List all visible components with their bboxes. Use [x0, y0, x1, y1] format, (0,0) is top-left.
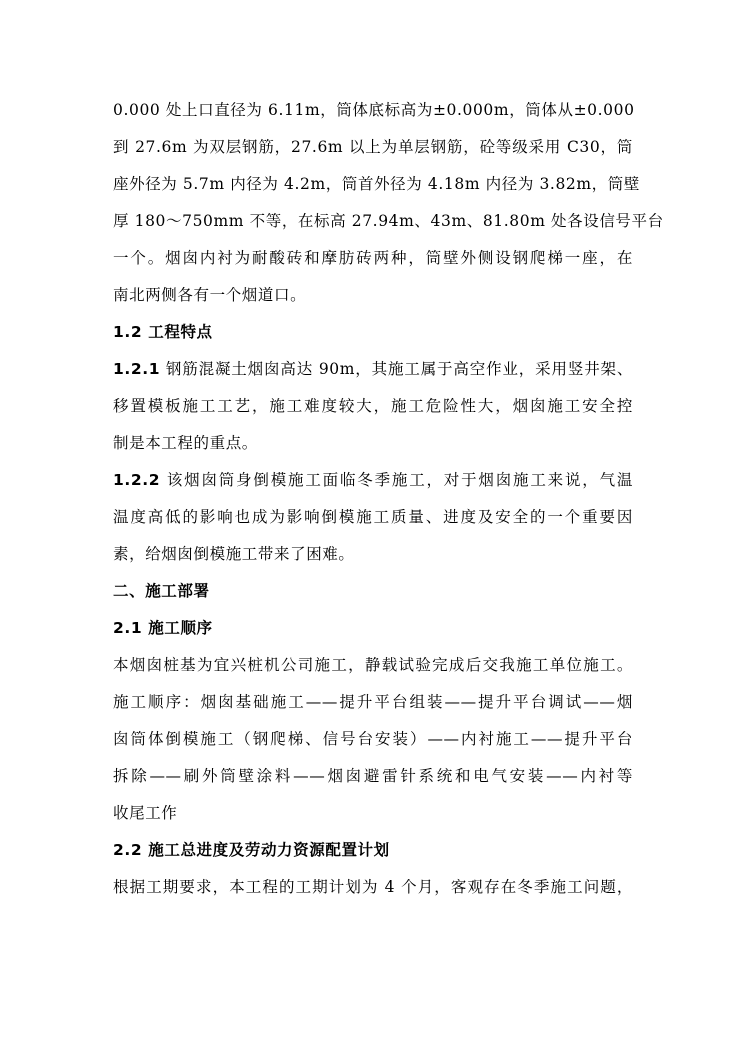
- document-page: [113, 92, 664, 906]
- paragraph-line: 南北两侧各有一个烟道口。: [113, 286, 307, 304]
- item-number: 1.2.2: [113, 471, 161, 489]
- paragraph-line: 收尾工作: [113, 804, 178, 822]
- paragraph-line: 本烟囱桩基为宜兴桩机公司施工，静载试验完成后交我施工单位施工。: [113, 656, 633, 674]
- paragraph-line: 一个。烟囱内衬为耐酸砖和摩肪砖两种，筒壁外侧设钢爬梯一座，在: [113, 249, 633, 267]
- section-heading-1-2: 1.2 工程特点: [113, 323, 213, 341]
- item-text: 钢筋混凝土烟囱高达 90m，其施工属于高空作业，采用竖井架、: [160, 360, 633, 378]
- item-text: 该烟囱筒身倒模施工面临冬季施工，对于烟囱施工来说，气温: [160, 471, 633, 489]
- paragraph-line: 拆除——刷外筒壁涂料——烟囱避雷针系统和电气安装——内衬等: [113, 767, 633, 785]
- paragraph-line: 制是本工程的重点。: [113, 434, 258, 452]
- paragraph-line: 施工顺序：烟囱基础施工——提升平台组装——提升平台调试——烟: [113, 693, 633, 711]
- paragraph-line: 座外径为 5.7m 内径为 4.2m，筒首外径为 4.18m 内径为 3.82m，筒壁: [113, 175, 640, 193]
- paragraph-line: 温度高低的影响也成为影响倒模施工质量、进度及安全的一个重要因: [113, 508, 633, 526]
- paragraph-line: 移置模板施工工艺，施工难度较大，施工危险性大，烟囱施工安全控: [113, 397, 633, 415]
- section-heading-2-1: 2.1 施工顺序: [113, 619, 213, 637]
- paragraph-line: 根据工期要求，本工程的工期计划为 4 个月，客观存在冬季施工问题，: [113, 878, 633, 896]
- paragraph-line: [113, 462, 633, 499]
- section-heading-2: 二、施工部署: [113, 582, 210, 600]
- paragraph-line: 囱筒体倒模施工（钢爬梯、信号台安装）——内衬施工——提升平台: [113, 730, 633, 748]
- section-heading-2-2: 2.2 施工总进度及劳动力资源配置计划: [113, 841, 390, 859]
- paragraph-line: 到 27.6m 为双层钢筋，27.6m 以上为单层钢筋，砼等级采用 C30，筒: [113, 138, 633, 156]
- item-number: 1.2.1: [113, 360, 161, 378]
- paragraph-line: 素，给烟囱倒模施工带来了困难。: [113, 545, 355, 563]
- paragraph-line: 0.000 处上口直径为 6.11m，筒体底标高为±0.000m，筒体从±0.000: [113, 101, 635, 119]
- paragraph-line: 厚 180～750mm 不等，在标高 27.94m、43m、81.80m 处各设信号平台: [113, 212, 664, 230]
- paragraph-line: [113, 351, 633, 388]
